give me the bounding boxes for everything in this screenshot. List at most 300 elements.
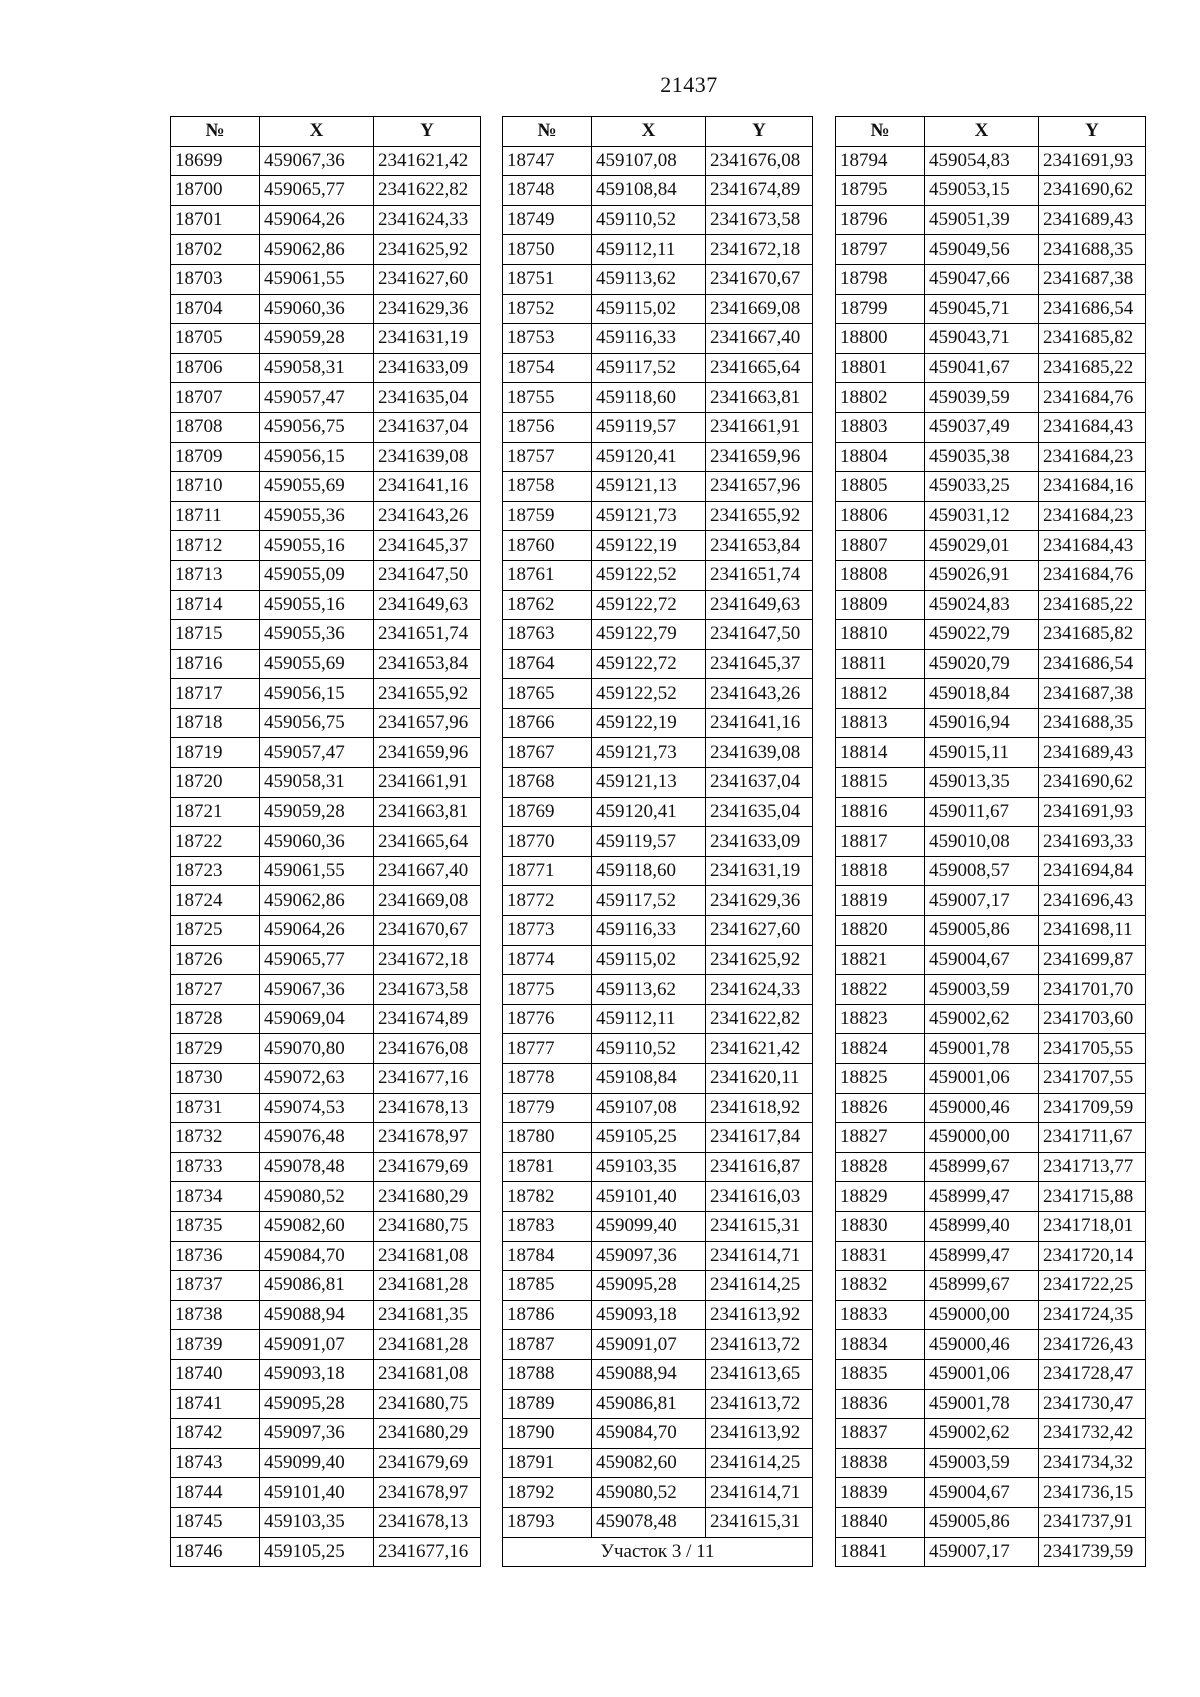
point-number-cell: 18713 xyxy=(171,560,260,590)
x-coordinate-cell: 459026,91 xyxy=(925,560,1039,590)
x-coordinate-cell: 459059,28 xyxy=(260,324,374,354)
table-row xyxy=(503,856,813,886)
table-row xyxy=(503,472,813,502)
y-coordinate-cell: 2341684,23 xyxy=(1039,442,1146,472)
point-number-cell: 18703 xyxy=(171,264,260,294)
x-coordinate-cell: 459097,36 xyxy=(260,1419,374,1449)
point-number-cell: 18716 xyxy=(171,649,260,679)
table-row xyxy=(503,442,813,472)
x-coordinate-cell: 458999,67 xyxy=(925,1152,1039,1182)
y-coordinate-cell: 2341625,92 xyxy=(374,235,481,265)
table-row xyxy=(171,560,481,590)
x-coordinate-cell: 459005,86 xyxy=(925,1507,1039,1537)
y-coordinate-cell: 2341687,38 xyxy=(1039,264,1146,294)
y-coordinate-cell: 2341696,43 xyxy=(1039,886,1146,916)
y-coordinate-cell: 2341736,15 xyxy=(1039,1478,1146,1508)
x-coordinate-cell: 459095,28 xyxy=(260,1389,374,1419)
x-coordinate-cell: 459015,11 xyxy=(925,738,1039,768)
x-coordinate-cell: 459001,06 xyxy=(925,1359,1039,1389)
y-coordinate-cell: 2341655,92 xyxy=(706,501,813,531)
x-coordinate-cell: 459007,17 xyxy=(925,886,1039,916)
y-coordinate-cell: 2341613,65 xyxy=(706,1359,813,1389)
table-row xyxy=(503,975,813,1005)
table-row xyxy=(171,620,481,650)
point-number-cell: 18811 xyxy=(836,649,925,679)
table-row xyxy=(836,1389,1146,1419)
y-coordinate-cell: 2341622,82 xyxy=(706,1004,813,1034)
table-row xyxy=(836,886,1146,916)
point-number-cell: 18774 xyxy=(503,945,592,975)
header-row xyxy=(171,117,481,147)
table-row xyxy=(503,1182,813,1212)
x-coordinate-cell: 459000,00 xyxy=(925,1123,1039,1153)
x-coordinate-cell: 459122,19 xyxy=(592,708,706,738)
x-coordinate-cell: 459119,57 xyxy=(592,412,706,442)
y-coordinate-cell: 2341722,25 xyxy=(1039,1271,1146,1301)
point-number-cell: 18837 xyxy=(836,1419,925,1449)
y-coordinate-cell: 2341732,42 xyxy=(1039,1419,1146,1449)
point-number-cell: 18718 xyxy=(171,708,260,738)
y-coordinate-cell: 2341684,43 xyxy=(1039,531,1146,561)
column-header-no: № xyxy=(503,117,592,147)
point-number-cell: 18712 xyxy=(171,531,260,561)
table-row xyxy=(171,353,481,383)
x-coordinate-cell: 459103,35 xyxy=(260,1507,374,1537)
y-coordinate-cell: 2341649,63 xyxy=(706,590,813,620)
table-row xyxy=(503,620,813,650)
table-row xyxy=(503,560,813,590)
y-coordinate-cell: 2341720,14 xyxy=(1039,1241,1146,1271)
table-row xyxy=(171,146,481,176)
table-row xyxy=(836,383,1146,413)
y-coordinate-cell: 2341616,87 xyxy=(706,1152,813,1182)
table-row xyxy=(171,649,481,679)
y-coordinate-cell: 2341672,18 xyxy=(706,235,813,265)
x-coordinate-cell: 459091,07 xyxy=(260,1330,374,1360)
x-coordinate-cell: 459086,81 xyxy=(592,1389,706,1419)
x-coordinate-cell: 459097,36 xyxy=(592,1241,706,1271)
x-coordinate-cell: 459091,07 xyxy=(592,1330,706,1360)
x-coordinate-cell: 459062,86 xyxy=(260,235,374,265)
y-coordinate-cell: 2341659,96 xyxy=(706,442,813,472)
point-number-cell: 18812 xyxy=(836,679,925,709)
y-coordinate-cell: 2341694,84 xyxy=(1039,856,1146,886)
x-coordinate-cell: 459056,75 xyxy=(260,412,374,442)
x-coordinate-cell: 459067,36 xyxy=(260,146,374,176)
x-coordinate-cell: 459058,31 xyxy=(260,768,374,798)
point-number-cell: 18791 xyxy=(503,1448,592,1478)
point-number-cell: 18788 xyxy=(503,1359,592,1389)
y-coordinate-cell: 2341676,08 xyxy=(706,146,813,176)
x-coordinate-cell: 459121,73 xyxy=(592,501,706,531)
y-coordinate-cell: 2341621,42 xyxy=(374,146,481,176)
x-coordinate-cell: 459056,15 xyxy=(260,442,374,472)
table-row xyxy=(503,324,813,354)
y-coordinate-cell: 2341680,29 xyxy=(374,1419,481,1449)
x-coordinate-cell: 459064,26 xyxy=(260,916,374,946)
table-row xyxy=(503,738,813,768)
point-number-cell: 18779 xyxy=(503,1093,592,1123)
point-number-cell: 18825 xyxy=(836,1064,925,1094)
x-coordinate-cell: 459108,84 xyxy=(592,176,706,206)
x-coordinate-cell: 459110,52 xyxy=(592,1034,706,1064)
x-coordinate-cell: 458999,47 xyxy=(925,1182,1039,1212)
point-number-cell: 18699 xyxy=(171,146,260,176)
table-row xyxy=(171,1359,481,1389)
table-row xyxy=(503,1152,813,1182)
point-number-cell: 18770 xyxy=(503,827,592,857)
table-row xyxy=(836,235,1146,265)
point-number-cell: 18815 xyxy=(836,768,925,798)
y-coordinate-cell: 2341633,09 xyxy=(374,353,481,383)
y-coordinate-cell: 2341635,04 xyxy=(374,383,481,413)
table-row xyxy=(171,1507,481,1537)
table-row xyxy=(836,649,1146,679)
point-number-cell: 18827 xyxy=(836,1123,925,1153)
table-row xyxy=(503,501,813,531)
x-coordinate-cell: 459088,94 xyxy=(592,1359,706,1389)
x-coordinate-cell: 459002,62 xyxy=(925,1004,1039,1034)
y-coordinate-cell: 2341639,08 xyxy=(374,442,481,472)
y-coordinate-cell: 2341643,26 xyxy=(374,501,481,531)
x-coordinate-cell: 459067,36 xyxy=(260,975,374,1005)
y-coordinate-cell: 2341718,01 xyxy=(1039,1211,1146,1241)
table-row xyxy=(171,442,481,472)
point-number-cell: 18840 xyxy=(836,1507,925,1537)
page-number: 21437 xyxy=(660,72,718,97)
y-coordinate-cell: 2341678,97 xyxy=(374,1478,481,1508)
point-number-cell: 18838 xyxy=(836,1448,925,1478)
point-number-cell: 18819 xyxy=(836,886,925,916)
point-number-cell: 18754 xyxy=(503,353,592,383)
table-row xyxy=(503,916,813,946)
table-row xyxy=(836,1300,1146,1330)
point-number-cell: 18732 xyxy=(171,1123,260,1153)
table-row xyxy=(171,738,481,768)
x-coordinate-cell: 459062,86 xyxy=(260,886,374,916)
table-row xyxy=(836,590,1146,620)
x-coordinate-cell: 459007,17 xyxy=(925,1537,1039,1567)
x-coordinate-cell: 459078,48 xyxy=(260,1152,374,1182)
point-number-cell: 18823 xyxy=(836,1004,925,1034)
point-number-cell: 18768 xyxy=(503,768,592,798)
x-coordinate-cell: 459074,53 xyxy=(260,1093,374,1123)
y-coordinate-cell: 2341614,71 xyxy=(706,1241,813,1271)
y-coordinate-cell: 2341661,91 xyxy=(706,412,813,442)
y-coordinate-cell: 2341686,54 xyxy=(1039,294,1146,324)
section-label: Участок 3 / 11 xyxy=(503,1537,813,1567)
point-number-cell: 18764 xyxy=(503,649,592,679)
point-number-cell: 18749 xyxy=(503,205,592,235)
column-header-no: № xyxy=(836,117,925,147)
point-number-cell: 18805 xyxy=(836,472,925,502)
point-number-cell: 18767 xyxy=(503,738,592,768)
y-coordinate-cell: 2341669,08 xyxy=(706,294,813,324)
y-coordinate-cell: 2341659,96 xyxy=(374,738,481,768)
table-row xyxy=(836,1419,1146,1449)
table-row xyxy=(836,1211,1146,1241)
y-coordinate-cell: 2341657,96 xyxy=(706,472,813,502)
x-coordinate-cell: 459055,16 xyxy=(260,590,374,620)
point-number-cell: 18752 xyxy=(503,294,592,324)
table-row xyxy=(836,412,1146,442)
x-coordinate-cell: 459122,79 xyxy=(592,620,706,650)
x-coordinate-cell: 459024,83 xyxy=(925,590,1039,620)
x-coordinate-cell: 459122,52 xyxy=(592,560,706,590)
y-coordinate-cell: 2341688,35 xyxy=(1039,235,1146,265)
table-row xyxy=(836,1359,1146,1389)
table-row xyxy=(171,1478,481,1508)
point-number-cell: 18700 xyxy=(171,176,260,206)
x-coordinate-cell: 459057,47 xyxy=(260,383,374,413)
point-number-cell: 18776 xyxy=(503,1004,592,1034)
point-number-cell: 18830 xyxy=(836,1211,925,1241)
table-row xyxy=(171,412,481,442)
y-coordinate-cell: 2341685,82 xyxy=(1039,620,1146,650)
y-coordinate-cell: 2341707,55 xyxy=(1039,1064,1146,1094)
point-number-cell: 18809 xyxy=(836,590,925,620)
table-row xyxy=(171,708,481,738)
y-coordinate-cell: 2341635,04 xyxy=(706,797,813,827)
point-number-cell: 18796 xyxy=(836,205,925,235)
point-number-cell: 18738 xyxy=(171,1300,260,1330)
y-coordinate-cell: 2341673,58 xyxy=(374,975,481,1005)
table-row xyxy=(836,856,1146,886)
table-row xyxy=(836,620,1146,650)
y-coordinate-cell: 2341616,03 xyxy=(706,1182,813,1212)
table-row xyxy=(171,1241,481,1271)
y-coordinate-cell: 2341617,84 xyxy=(706,1123,813,1153)
table-row xyxy=(836,264,1146,294)
point-number-cell: 18720 xyxy=(171,768,260,798)
y-coordinate-cell: 2341641,16 xyxy=(374,472,481,502)
y-coordinate-cell: 2341680,75 xyxy=(374,1389,481,1419)
point-number-cell: 18836 xyxy=(836,1389,925,1419)
table-row xyxy=(503,1359,813,1389)
point-number-cell: 18810 xyxy=(836,620,925,650)
y-coordinate-cell: 2341684,23 xyxy=(1039,501,1146,531)
x-coordinate-cell: 459020,79 xyxy=(925,649,1039,679)
table-row xyxy=(503,235,813,265)
y-coordinate-cell: 2341691,93 xyxy=(1039,797,1146,827)
x-coordinate-cell: 459080,52 xyxy=(592,1478,706,1508)
point-number-cell: 18773 xyxy=(503,916,592,946)
x-coordinate-cell: 459057,47 xyxy=(260,738,374,768)
point-number-cell: 18808 xyxy=(836,560,925,590)
table-row xyxy=(503,945,813,975)
point-number-cell: 18835 xyxy=(836,1359,925,1389)
point-number-cell: 18797 xyxy=(836,235,925,265)
point-number-cell: 18753 xyxy=(503,324,592,354)
point-number-cell: 18794 xyxy=(836,146,925,176)
x-coordinate-cell: 459069,04 xyxy=(260,1004,374,1034)
y-coordinate-cell: 2341625,92 xyxy=(706,945,813,975)
point-number-cell: 18832 xyxy=(836,1271,925,1301)
point-number-cell: 18727 xyxy=(171,975,260,1005)
table-row xyxy=(171,235,481,265)
x-coordinate-cell: 459122,72 xyxy=(592,649,706,679)
y-coordinate-cell: 2341678,97 xyxy=(374,1123,481,1153)
point-number-cell: 18722 xyxy=(171,827,260,857)
table-row xyxy=(503,649,813,679)
point-number-cell: 18723 xyxy=(171,856,260,886)
coordinates-table-1 xyxy=(170,116,481,1567)
point-number-cell: 18737 xyxy=(171,1271,260,1301)
table-row xyxy=(171,827,481,857)
y-coordinate-cell: 2341737,91 xyxy=(1039,1507,1146,1537)
x-coordinate-cell: 459016,94 xyxy=(925,708,1039,738)
column-header-x: X xyxy=(260,117,374,147)
point-number-cell: 18706 xyxy=(171,353,260,383)
table-row xyxy=(836,1537,1146,1567)
point-number-cell: 18816 xyxy=(836,797,925,827)
point-number-cell: 18748 xyxy=(503,176,592,206)
table-row xyxy=(503,1330,813,1360)
coordinates-table-2 xyxy=(502,116,813,1567)
table-row xyxy=(503,1300,813,1330)
table-row xyxy=(503,708,813,738)
y-coordinate-cell: 2341711,67 xyxy=(1039,1123,1146,1153)
y-coordinate-cell: 2341699,87 xyxy=(1039,945,1146,975)
y-coordinate-cell: 2341637,04 xyxy=(374,412,481,442)
point-number-cell: 18834 xyxy=(836,1330,925,1360)
x-coordinate-cell: 459004,67 xyxy=(925,945,1039,975)
point-number-cell: 18709 xyxy=(171,442,260,472)
x-coordinate-cell: 459001,06 xyxy=(925,1064,1039,1094)
y-coordinate-cell: 2341689,43 xyxy=(1039,738,1146,768)
table-row xyxy=(503,1389,813,1419)
table-row xyxy=(171,1419,481,1449)
x-coordinate-cell: 459055,69 xyxy=(260,649,374,679)
y-coordinate-cell: 2341639,08 xyxy=(706,738,813,768)
point-number-cell: 18762 xyxy=(503,590,592,620)
x-coordinate-cell: 459099,40 xyxy=(592,1211,706,1241)
y-coordinate-cell: 2341613,92 xyxy=(706,1300,813,1330)
y-coordinate-cell: 2341669,08 xyxy=(374,886,481,916)
x-coordinate-cell: 459008,57 xyxy=(925,856,1039,886)
y-coordinate-cell: 2341649,63 xyxy=(374,590,481,620)
point-number-cell: 18747 xyxy=(503,146,592,176)
table-row xyxy=(171,472,481,502)
table-row xyxy=(171,264,481,294)
y-coordinate-cell: 2341679,69 xyxy=(374,1152,481,1182)
column-header-y: Y xyxy=(374,117,481,147)
x-coordinate-cell: 459122,52 xyxy=(592,679,706,709)
y-coordinate-cell: 2341651,74 xyxy=(706,560,813,590)
point-number-cell: 18755 xyxy=(503,383,592,413)
x-coordinate-cell: 459054,83 xyxy=(925,146,1039,176)
x-coordinate-cell: 459056,75 xyxy=(260,708,374,738)
x-coordinate-cell: 459113,62 xyxy=(592,975,706,1005)
table-row xyxy=(836,442,1146,472)
x-coordinate-cell: 459018,84 xyxy=(925,679,1039,709)
y-coordinate-cell: 2341703,60 xyxy=(1039,1004,1146,1034)
x-coordinate-cell: 459120,41 xyxy=(592,442,706,472)
table-row xyxy=(171,1300,481,1330)
point-number-cell: 18841 xyxy=(836,1537,925,1567)
x-coordinate-cell: 459059,28 xyxy=(260,797,374,827)
header-row xyxy=(836,117,1146,147)
x-coordinate-cell: 458999,47 xyxy=(925,1241,1039,1271)
y-coordinate-cell: 2341681,08 xyxy=(374,1359,481,1389)
point-number-cell: 18795 xyxy=(836,176,925,206)
y-coordinate-cell: 2341645,37 xyxy=(374,531,481,561)
table-row xyxy=(503,176,813,206)
point-number-cell: 18719 xyxy=(171,738,260,768)
x-coordinate-cell: 459110,52 xyxy=(592,205,706,235)
table-row xyxy=(171,1034,481,1064)
table-footer-row xyxy=(503,1537,813,1567)
table-row xyxy=(503,412,813,442)
table-row xyxy=(503,1064,813,1094)
x-coordinate-cell: 459033,25 xyxy=(925,472,1039,502)
point-number-cell: 18793 xyxy=(503,1507,592,1537)
table-row xyxy=(836,146,1146,176)
table-row xyxy=(836,827,1146,857)
x-coordinate-cell: 459045,71 xyxy=(925,294,1039,324)
table-row xyxy=(836,708,1146,738)
point-number-cell: 18784 xyxy=(503,1241,592,1271)
point-number-cell: 18758 xyxy=(503,472,592,502)
point-number-cell: 18750 xyxy=(503,235,592,265)
x-coordinate-cell: 459105,25 xyxy=(260,1537,374,1567)
x-coordinate-cell: 459037,49 xyxy=(925,412,1039,442)
x-coordinate-cell: 459122,72 xyxy=(592,590,706,620)
table-row xyxy=(836,1271,1146,1301)
table-row xyxy=(503,294,813,324)
point-number-cell: 18814 xyxy=(836,738,925,768)
point-number-cell: 18728 xyxy=(171,1004,260,1034)
point-number-cell: 18701 xyxy=(171,205,260,235)
point-number-cell: 18786 xyxy=(503,1300,592,1330)
point-number-cell: 18831 xyxy=(836,1241,925,1271)
table-row xyxy=(171,531,481,561)
y-coordinate-cell: 2341653,84 xyxy=(706,531,813,561)
point-number-cell: 18798 xyxy=(836,264,925,294)
column-header-x: X xyxy=(592,117,706,147)
y-coordinate-cell: 2341624,33 xyxy=(706,975,813,1005)
x-coordinate-cell: 459095,28 xyxy=(592,1271,706,1301)
x-coordinate-cell: 459058,31 xyxy=(260,353,374,383)
point-number-cell: 18735 xyxy=(171,1211,260,1241)
y-coordinate-cell: 2341677,16 xyxy=(374,1537,481,1567)
point-number-cell: 18777 xyxy=(503,1034,592,1064)
y-coordinate-cell: 2341713,77 xyxy=(1039,1152,1146,1182)
point-number-cell: 18736 xyxy=(171,1241,260,1271)
y-coordinate-cell: 2341728,47 xyxy=(1039,1359,1146,1389)
point-number-cell: 18733 xyxy=(171,1152,260,1182)
table-row xyxy=(503,1478,813,1508)
y-coordinate-cell: 2341691,93 xyxy=(1039,146,1146,176)
table-row xyxy=(503,264,813,294)
table-row xyxy=(836,501,1146,531)
table-row xyxy=(836,353,1146,383)
x-coordinate-cell: 459122,19 xyxy=(592,531,706,561)
table-row xyxy=(836,1064,1146,1094)
y-coordinate-cell: 2341678,13 xyxy=(374,1507,481,1537)
x-coordinate-cell: 459093,18 xyxy=(592,1300,706,1330)
table-row xyxy=(171,1182,481,1212)
point-number-cell: 18826 xyxy=(836,1093,925,1123)
y-coordinate-cell: 2341613,92 xyxy=(706,1419,813,1449)
y-coordinate-cell: 2341681,35 xyxy=(374,1300,481,1330)
point-number-cell: 18778 xyxy=(503,1064,592,1094)
y-coordinate-cell: 2341681,28 xyxy=(374,1271,481,1301)
table-row xyxy=(836,560,1146,590)
point-number-cell: 18806 xyxy=(836,501,925,531)
y-coordinate-cell: 2341734,32 xyxy=(1039,1448,1146,1478)
table-row xyxy=(171,679,481,709)
